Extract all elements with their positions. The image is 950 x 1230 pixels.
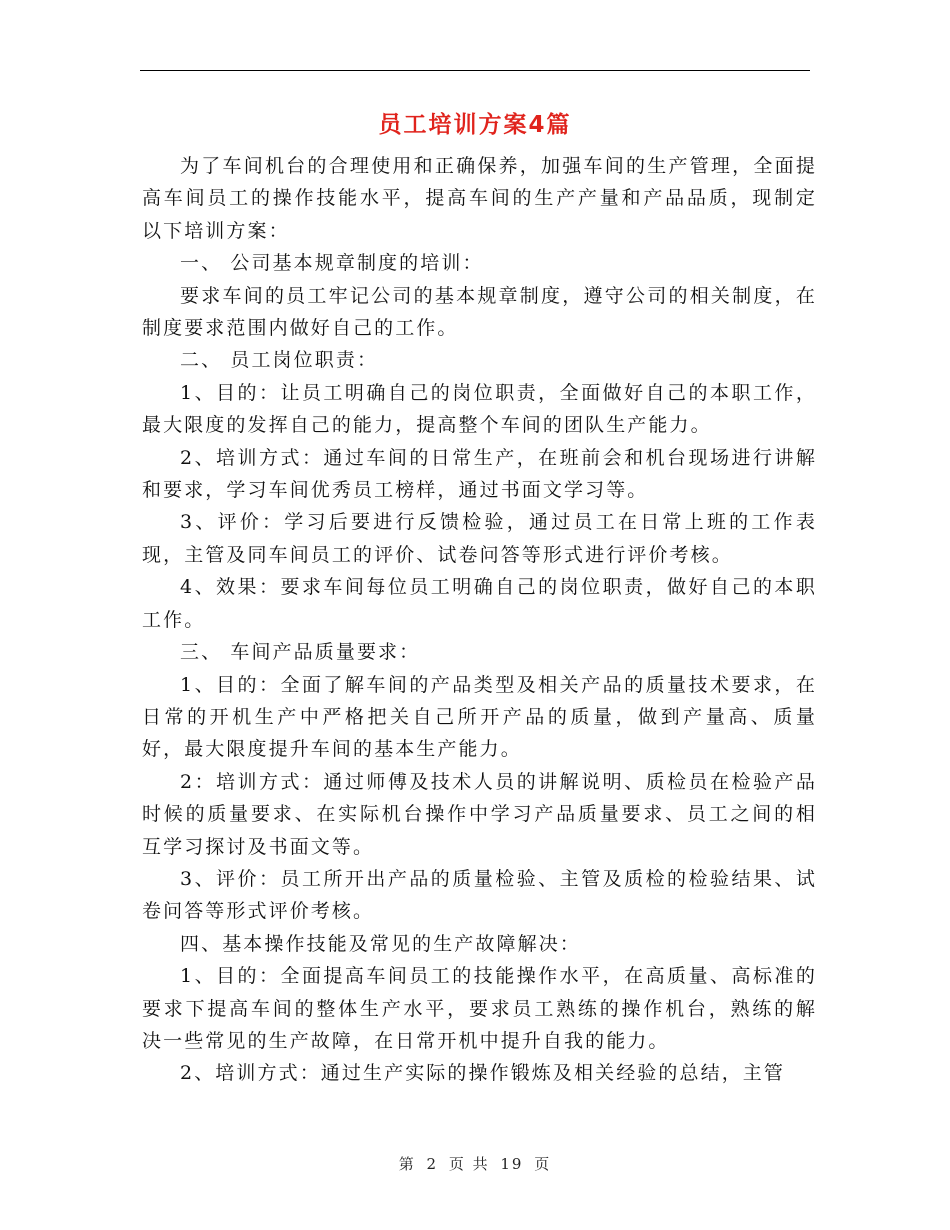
paragraph-intro: 为了车间机台的合理使用和正确保养，加强车间的生产管理，全面提高车间员工的操作技能水平，提高车间的生产产量和产品品质，现制定以下培训方案： <box>142 155 817 242</box>
paragraph: 要求车间的员工牢记公司的基本规章制度，遵守公司的相关制度，在制度要求范围内做好自己的工作。 <box>142 284 817 340</box>
paragraph: 3、评价：学习后要进行反馈检验，通过员工在日常上班的工作表现，主管及同车间员工的评价、试卷问答等形式进行评价考核。 <box>142 511 817 566</box>
section-heading-3: 三、 车间产品质量要求： <box>180 641 421 664</box>
paragraph: 2、培训方式：通过生产实际的操作锻炼及相关经验的总结，主管 <box>180 1062 785 1085</box>
page-footer <box>0 1153 950 1174</box>
document-title: 员工培训方案4篇 <box>378 112 572 138</box>
footer-prefix: 第 <box>398 1155 416 1173</box>
paragraph: 3、评价：员工所开出产品的质量检验、主管及质检的检验结果、试卷问答等形式评价考核。 <box>142 867 817 923</box>
footer-suffix: 页 <box>534 1155 552 1173</box>
paragraph: 2、培训方式：通过车间的日常生产，在班前会和机台现场进行讲解和要求，学习车间优秀员工榜样，通过书面文学习等。 <box>142 446 817 502</box>
paragraph: 1、目的：全面了解车间的产品类型及相关产品的质量技术要求，在日常的开机生产中严格把关自己所开产品的质量，做到产量高、质量好，最大限度提升车间的基本生产能力。 <box>142 673 817 761</box>
section-heading-2: 二、 员工岗位职责： <box>180 349 379 372</box>
paragraph: 4、效果：要求车间每位员工明确自己的岗位职责，做好自己的本职工作。 <box>142 576 817 631</box>
section-heading-4: 四、基本操作技能及常见的生产故障解决： <box>180 932 581 955</box>
paragraph: 1、目的：全面提高车间员工的技能操作水平，在高质量、高标准的要求下提高车间的整体生产水平，要求员工熟练的操作机台，熟练的解决一些常见的生产故障，在日常开机中提升自我的能力。 <box>142 965 817 1052</box>
footer-total-pages: 19 <box>500 1155 524 1173</box>
footer-page-number: 2 <box>426 1155 439 1173</box>
paragraph: 1、目的：让员工明确自己的岗位职责，全面做好自己的本职工作，最大限度的发挥自己的能力，提高整个车间的团队生产能力。 <box>142 381 817 437</box>
section-heading-1: 一、 公司基本规章制度的培训： <box>180 252 484 275</box>
paragraph: 2：培训方式：通过师傅及技术人员的讲解说明、质检员在检验产品时候的质量要求、在实际机台操作中学习产品质量要求、员工之间的相互学习探讨及书面文等。 <box>142 770 817 858</box>
header-rule <box>140 70 810 71</box>
document-body <box>142 150 817 1090</box>
footer-middle: 页 共 <box>448 1155 490 1173</box>
